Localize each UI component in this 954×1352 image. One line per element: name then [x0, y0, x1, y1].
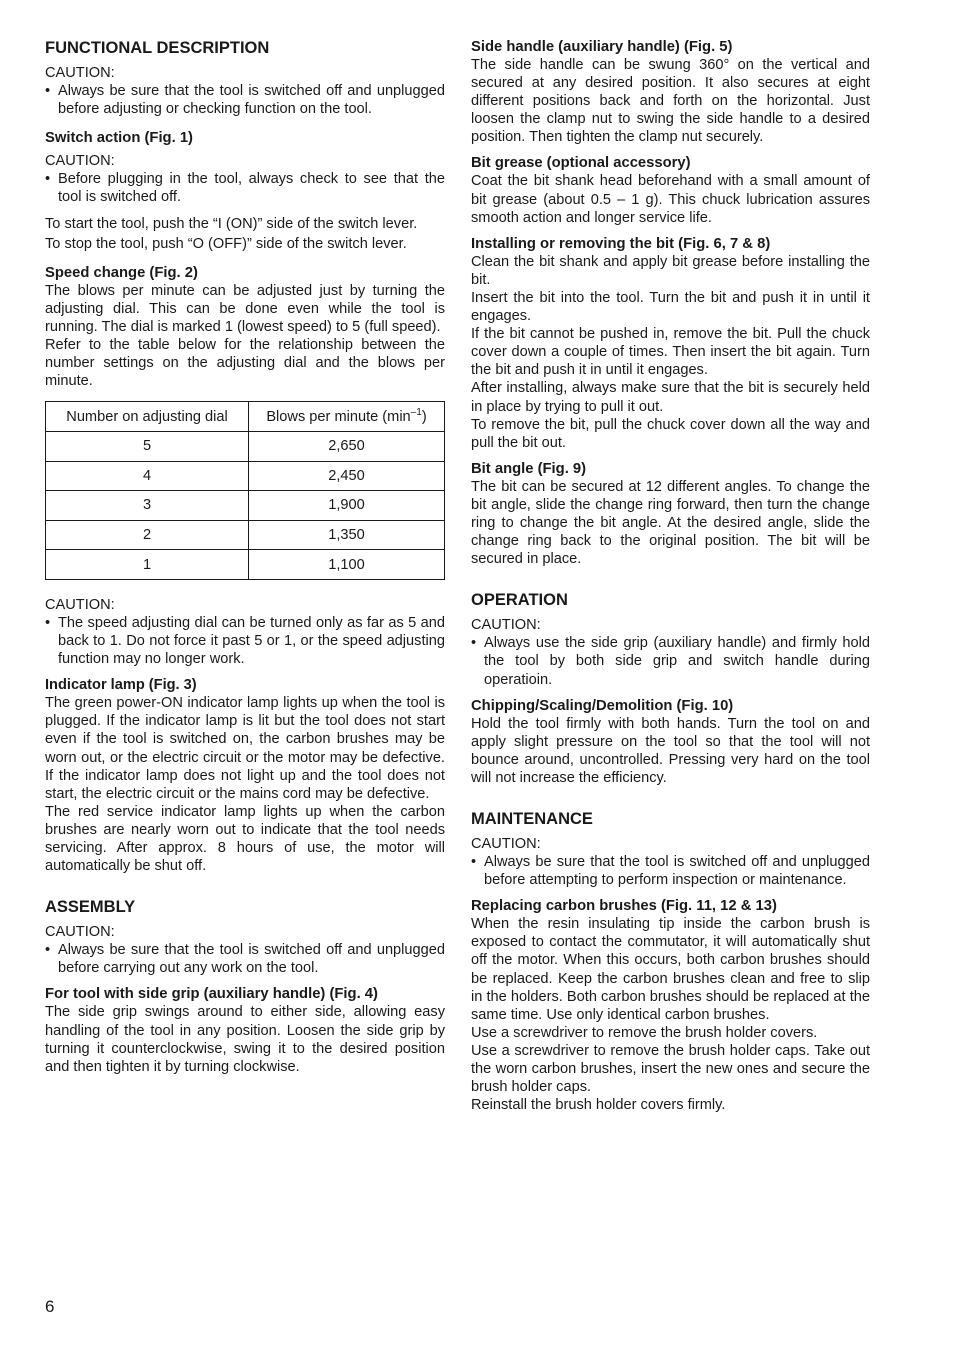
caution-label: CAUTION:	[45, 924, 115, 941]
subsection-title-side-grip: For tool with side grip (auxiliary handle) (Fig. 4)	[45, 986, 378, 1003]
paragraph: Use a screwdriver to remove the brush holder covers.	[471, 1024, 818, 1041]
table-row	[46, 461, 445, 491]
paragraph: The side handle can be swung 360° on the vertical and secured at any desired position. It also secures at eight different positions back and forth on the horizontal. Just loosen the clamp nut to swing the side handle to a desired position. Then tighten the clamp nut securely.	[471, 57, 870, 146]
table-cell-dial: 3	[46, 491, 249, 521]
table-cell-bpm: 1,100	[249, 550, 445, 580]
right-column	[471, 38, 870, 1114]
subsection-title-chipping: Chipping/Scaling/Demolition (Fig. 10)	[471, 697, 734, 714]
section-title-functional-description: FUNCTIONAL DESCRIPTION	[45, 39, 270, 57]
caution-label: CAUTION:	[471, 836, 541, 852]
paragraph: To remove the bit, pull the chuck cover down all the way and pull the bit out.	[471, 416, 870, 451]
table-header-cell: Blows per minute $(\min^{-1})$	[249, 402, 445, 432]
subsection-title-speed-change: Speed change (Fig. 2)	[45, 264, 198, 281]
table-cell-bpm: 1,900	[249, 491, 445, 521]
subsection-title-carbon-brushes: Replacing carbon brushes (Fig. 11, 12 & 13)	[471, 898, 777, 915]
caution-bullet	[45, 82, 445, 118]
caution-bullet	[45, 941, 445, 977]
paragraph: The green power-ON indicator lamp lights up when the tool is plugged. If the indicator lamp is lit but the tool does not start even if the tool is switched on, the carbon brushes may be worn out, or the electric circuit or the motor may be defective. If the indicator lamp does not light up and the tool does not start, the electric circuit or the mains cord may be defective.	[45, 695, 445, 802]
paragraph: To stop the tool, push “O (OFF)” side of the switch lever.	[45, 235, 407, 252]
left-column	[45, 38, 445, 1076]
bullet-icon: •	[45, 171, 51, 188]
caution-bullet	[45, 614, 445, 668]
paragraph: Clean the bit shank and apply bit grease before installing the bit.	[471, 253, 870, 288]
table-cell-dial: 1	[46, 550, 249, 580]
table-row	[46, 550, 445, 580]
paragraph: After installing, always make sure that the bit is securely held in place by trying to pull it out.	[471, 380, 870, 415]
paragraph: The blows per minute can be adjusted just by turning the adjusting dial. This can be done even while the tool is running. The dial is marked 1 (lowest speed) to 5 (full speed).	[45, 282, 445, 335]
caution-label: CAUTION:	[45, 153, 115, 170]
paragraph: Use a screwdriver to remove the brush holder caps. Take out the worn carbon brushes, insert the new ones and secure the brush holder caps.	[471, 1042, 870, 1096]
paragraph: Hold the tool firmly with both hands. Turn the tool on and apply slight pressure on the tool so that the tool will not bounce around, uncontrolled. Pressing very hard on the tool will not increase the efficiency.	[471, 715, 870, 786]
table-cell-bpm: 2,450	[249, 461, 445, 491]
paragraph: The red service indicator lamp lights up when the carbon brushes are nearly worn out to indicate that the tool needs servicing. After approx. 8 hours of use, the motor will automatically be shut off.	[45, 803, 445, 875]
table-row	[46, 491, 445, 521]
paragraph: Reinstall the brush holder covers firmly.	[471, 1097, 726, 1114]
bullet-text: Before plugging in the tool, always check to see that the tool is switched off.	[58, 171, 445, 206]
table-cell-dial: 5	[46, 431, 249, 461]
table-cell-dial: 2	[46, 520, 249, 550]
bullet-icon: •	[45, 83, 51, 100]
caution-bullet	[471, 634, 870, 688]
bullet-icon: •	[471, 854, 477, 871]
table-cell-dial: 4	[46, 461, 249, 491]
caution-label: CAUTION:	[45, 596, 115, 613]
subsection-title-switch-action: Switch action (Fig. 1)	[45, 130, 193, 147]
bullet-text: Always be sure that the tool is switched off and unplugged before adjusting or checking function on the tool.	[58, 83, 445, 118]
paragraph: Refer to the table below for the relationship between the number settings on the adjusting dial and the blows per minute.	[45, 337, 445, 390]
paragraph: The side grip swings around to either side, allowing easy handling of the tool in any position. Loosen the side grip by turning it counterclockwise, swing it to the desired position and then tighten it by turning clockwise.	[45, 1004, 445, 1075]
page-number: 6	[45, 1297, 55, 1316]
table-header-cell: Number on adjusting dial	[46, 402, 249, 432]
bullet-icon: •	[45, 614, 51, 631]
bullet-text: Always be sure that the tool is switched off and unplugged before attempting to perform inspection or maintenance.	[484, 854, 870, 889]
table-header-row	[46, 402, 445, 432]
caution-bullet	[45, 170, 445, 206]
section-title-assembly: ASSEMBLY	[45, 898, 136, 917]
table-cell-bpm: 2,650	[249, 431, 445, 461]
subsection-title-side-handle: Side handle (auxiliary handle) (Fig. 5)	[471, 39, 733, 55]
bullet-icon: •	[471, 635, 477, 652]
caution-bullet	[471, 853, 870, 889]
section-title-operation: OPERATION	[471, 591, 568, 610]
paragraph: If the bit cannot be pushed in, remove the bit. Pull the chuck cover down a couple of times. Then insert the bit again. Turn the bit and push it in until it engages.	[471, 326, 870, 379]
subsection-title-bit-angle: Bit angle (Fig. 9)	[471, 460, 587, 477]
paragraph: The bit can be secured at 12 different angles. To change the bit angle, slide the change ring forward, then turn the change ring to change the bit angle. At the desired angle, slide the change ring back to the original position. The bit will be secured in place.	[471, 478, 870, 568]
caution-label: CAUTION:	[45, 65, 115, 81]
bullet-text: The speed adjusting dial can be turned only as far as 5 and back to 1. Do not force it past 5 or 1, or the speed adjusting function may no longer work.	[58, 614, 445, 668]
paragraph: When the resin insulating tip inside the carbon brush is exposed to contact the commutator, it will automatically shut off the motor. When this occurs, both carbon brushes should be replaced. Keep the carbon brushes clean and free to slip in the holders. Both carbon brushes should be replaced at the same time. Use only identical carbon brushes.	[471, 916, 870, 1023]
table-row	[46, 431, 445, 461]
subsection-title-bit-grease: Bit grease (optional accessory)	[471, 155, 691, 172]
subsection-title-indicator-lamp: Indicator lamp (Fig. 3)	[45, 677, 197, 694]
bullet-text: Always use the side grip (auxiliary handle) and firmly hold the tool by both side grip and switch handle during operatioin.	[484, 635, 870, 688]
table-cell-bpm: 1,350	[249, 520, 445, 550]
paragraph: Coat the bit shank head beforehand with a small amount of bit grease (about 0.5 – 1 g). This chuck lubrication assures smooth action and longer service life.	[471, 173, 870, 226]
bullet-icon: •	[45, 942, 51, 959]
table-row	[46, 520, 445, 550]
paragraph: Insert the bit into the tool. Turn the bit and push it in until it engages.	[471, 289, 870, 325]
bullet-text: Always be sure that the tool is switched off and unplugged before carrying out any work on the tool.	[58, 942, 445, 977]
caution-label: CAUTION:	[471, 617, 541, 634]
section-title-maintenance: MAINTENANCE	[471, 810, 593, 828]
paragraph: To start the tool, push the “I (ON)” side of the switch lever.	[45, 215, 418, 232]
subsection-title-installing-bit: Installing or removing the bit (Fig. 6, 7 & 8)	[471, 235, 771, 252]
speed-table	[45, 401, 445, 580]
